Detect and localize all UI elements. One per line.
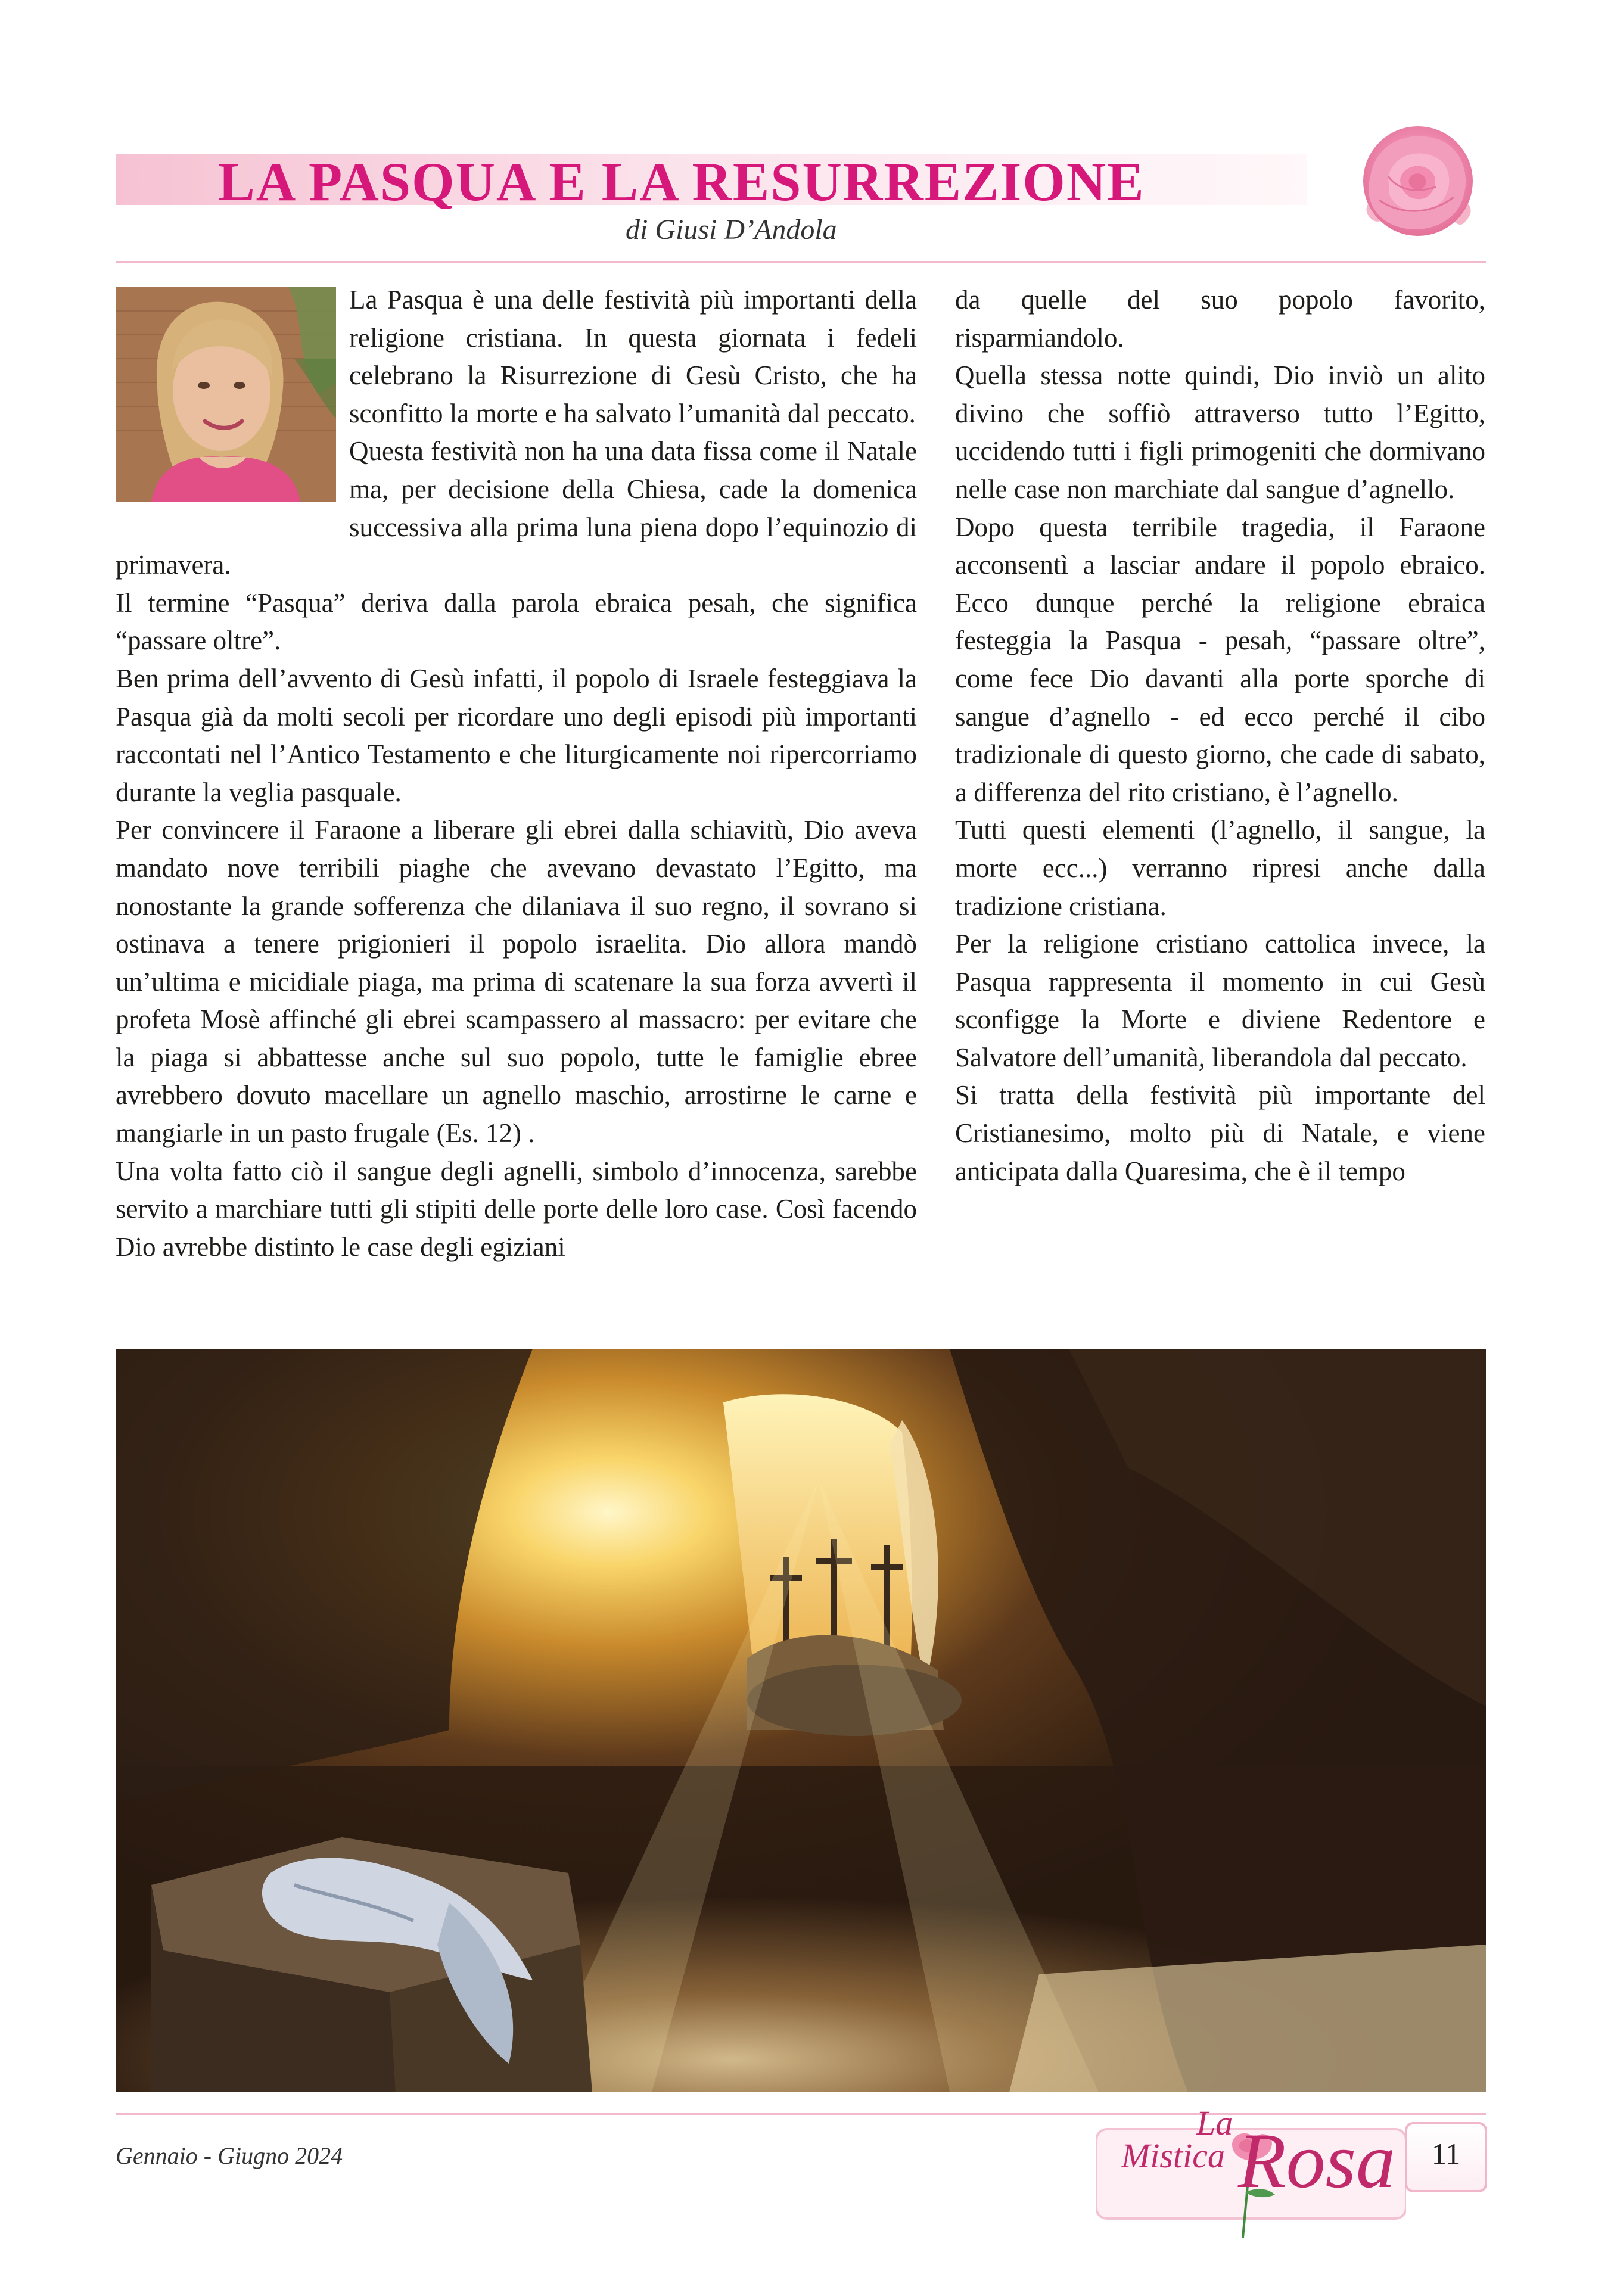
paragraph: Quella stessa notte quindi, Dio inviò un alito divino che soffiò attraverso tutto l’Egitto, uccidendo tutti i figli primogeniti che dormivano nelle case non marchiate dal sangue d’agnello.	[955, 360, 1485, 504]
page-number: 11	[1431, 2137, 1461, 2170]
paragraph: Per la religione cristiano cattolica invece, la Pasqua rappresenta il momento in cui Gesù sconfigge la Morte e diviene Redentore e Salvatore dell’umanità, liberandola dal peccato.	[955, 929, 1485, 1072]
paragraph: Questa festività non ha una data fissa come il Natale ma, per decisione della Chiesa, cade la domenica successiva alla prima luna piena dopo l’equinozio di primavera.	[116, 436, 917, 580]
paragraph: La Pasqua è una delle festività più importanti della religione cristiana. In questa giornata i fedeli celebrano la Risurrezione di Gesù Cristo, che ha sconfitto la morte e ha salvato l’umanità dal peccato.	[349, 285, 917, 428]
empty-tomb-illustration	[116, 1349, 1486, 2092]
logo-text-mistica: Mistica	[1121, 2136, 1225, 2175]
paragraph: Per convincere il Faraone a liberare gli ebrei dalla schiavitù, Dio aveva mandato nove terribili piaghe che avevano devastato l’Egitto, ma nonostante la grande sofferenza che dilaniava il suo regno, il sovrano si ostinava a tenere prigionieri il popolo israelita. Dio allora mandò un’ultima e micidiale piaga, ma prima di scatenare la sua forza avvertì il profeta Mosè affinché gli ebrei scampassero al massacro: per evitare che la piaga si abbattesse anche sul suo popolo, tutte le famiglie ebree avrebbero dovuto macellare un agnello maschio, arrostirne le carne e mangiarle in un pasto frugale (Es. 12) .	[116, 815, 917, 1149]
article-title: LA PASQUA E LA RESURREZIONE	[218, 151, 1145, 212]
logo-text-la: La	[1196, 2104, 1233, 2142]
top-divider	[116, 261, 1486, 263]
paragraph: Si tratta della festività più importante del Cristianesimo, molto più di Natale, e viene anticipata dalla Quaresima, che è il tempo	[955, 1080, 1485, 1186]
logo-text-rosa: Rosa	[1238, 2117, 1395, 2204]
paragraph: Tutti questi elementi (l’agnello, il sangue, la morte ecc...) verranno ripresi anche dalla tradizione cristiana.	[955, 815, 1485, 921]
article-column-left	[116, 281, 917, 1266]
paragraph: Una volta fatto ciò il sangue degli agnelli, simbolo d’innocenza, sarebbe servito a marchiare tutti gli stipiti delle porte delle loro case. Così facendo Dio avrebbe distinto le case degli egiziani	[116, 1156, 917, 1262]
paragraph: da quelle del suo popolo favorito, risparmiandolo.	[955, 285, 1485, 353]
rose-icon	[1352, 117, 1484, 248]
photo-wrap-spacer	[116, 281, 349, 509]
article-column-right	[955, 281, 1485, 1190]
issue-date: Gennaio - Giugno 2024	[116, 2142, 343, 2169]
paragraph: Il termine “Pasqua” deriva dalla parola ebraica pesah, che significa “passare oltre”.	[116, 587, 917, 656]
paragraph: Ben prima dell’avvento di Gesù infatti, il popolo di Israele festeggiava la Pasqua già da molti secoli per ricordare uno degli episodi più importanti raccontati nel l’Antico Testamento e che liturgicamente noi ripercorriamo durante la veglia pasquale.	[116, 663, 917, 807]
paragraph: Dopo questa terribile tragedia, il Faraone acconsentì a lasciar andare il popolo ebraico. Ecco dunque perché la religione ebraica festeggia la Pasqua - pesah, “passare oltre”, come fece Dio davanti alla porte sporche di sangue d’agnello - ed ecco perché il cibo tradizionale di questo giorno, che cade di sabato, a differenza del rito cristiano, è l’agnello.	[955, 512, 1485, 807]
article-author: di Giusi D’Andola	[626, 214, 837, 245]
